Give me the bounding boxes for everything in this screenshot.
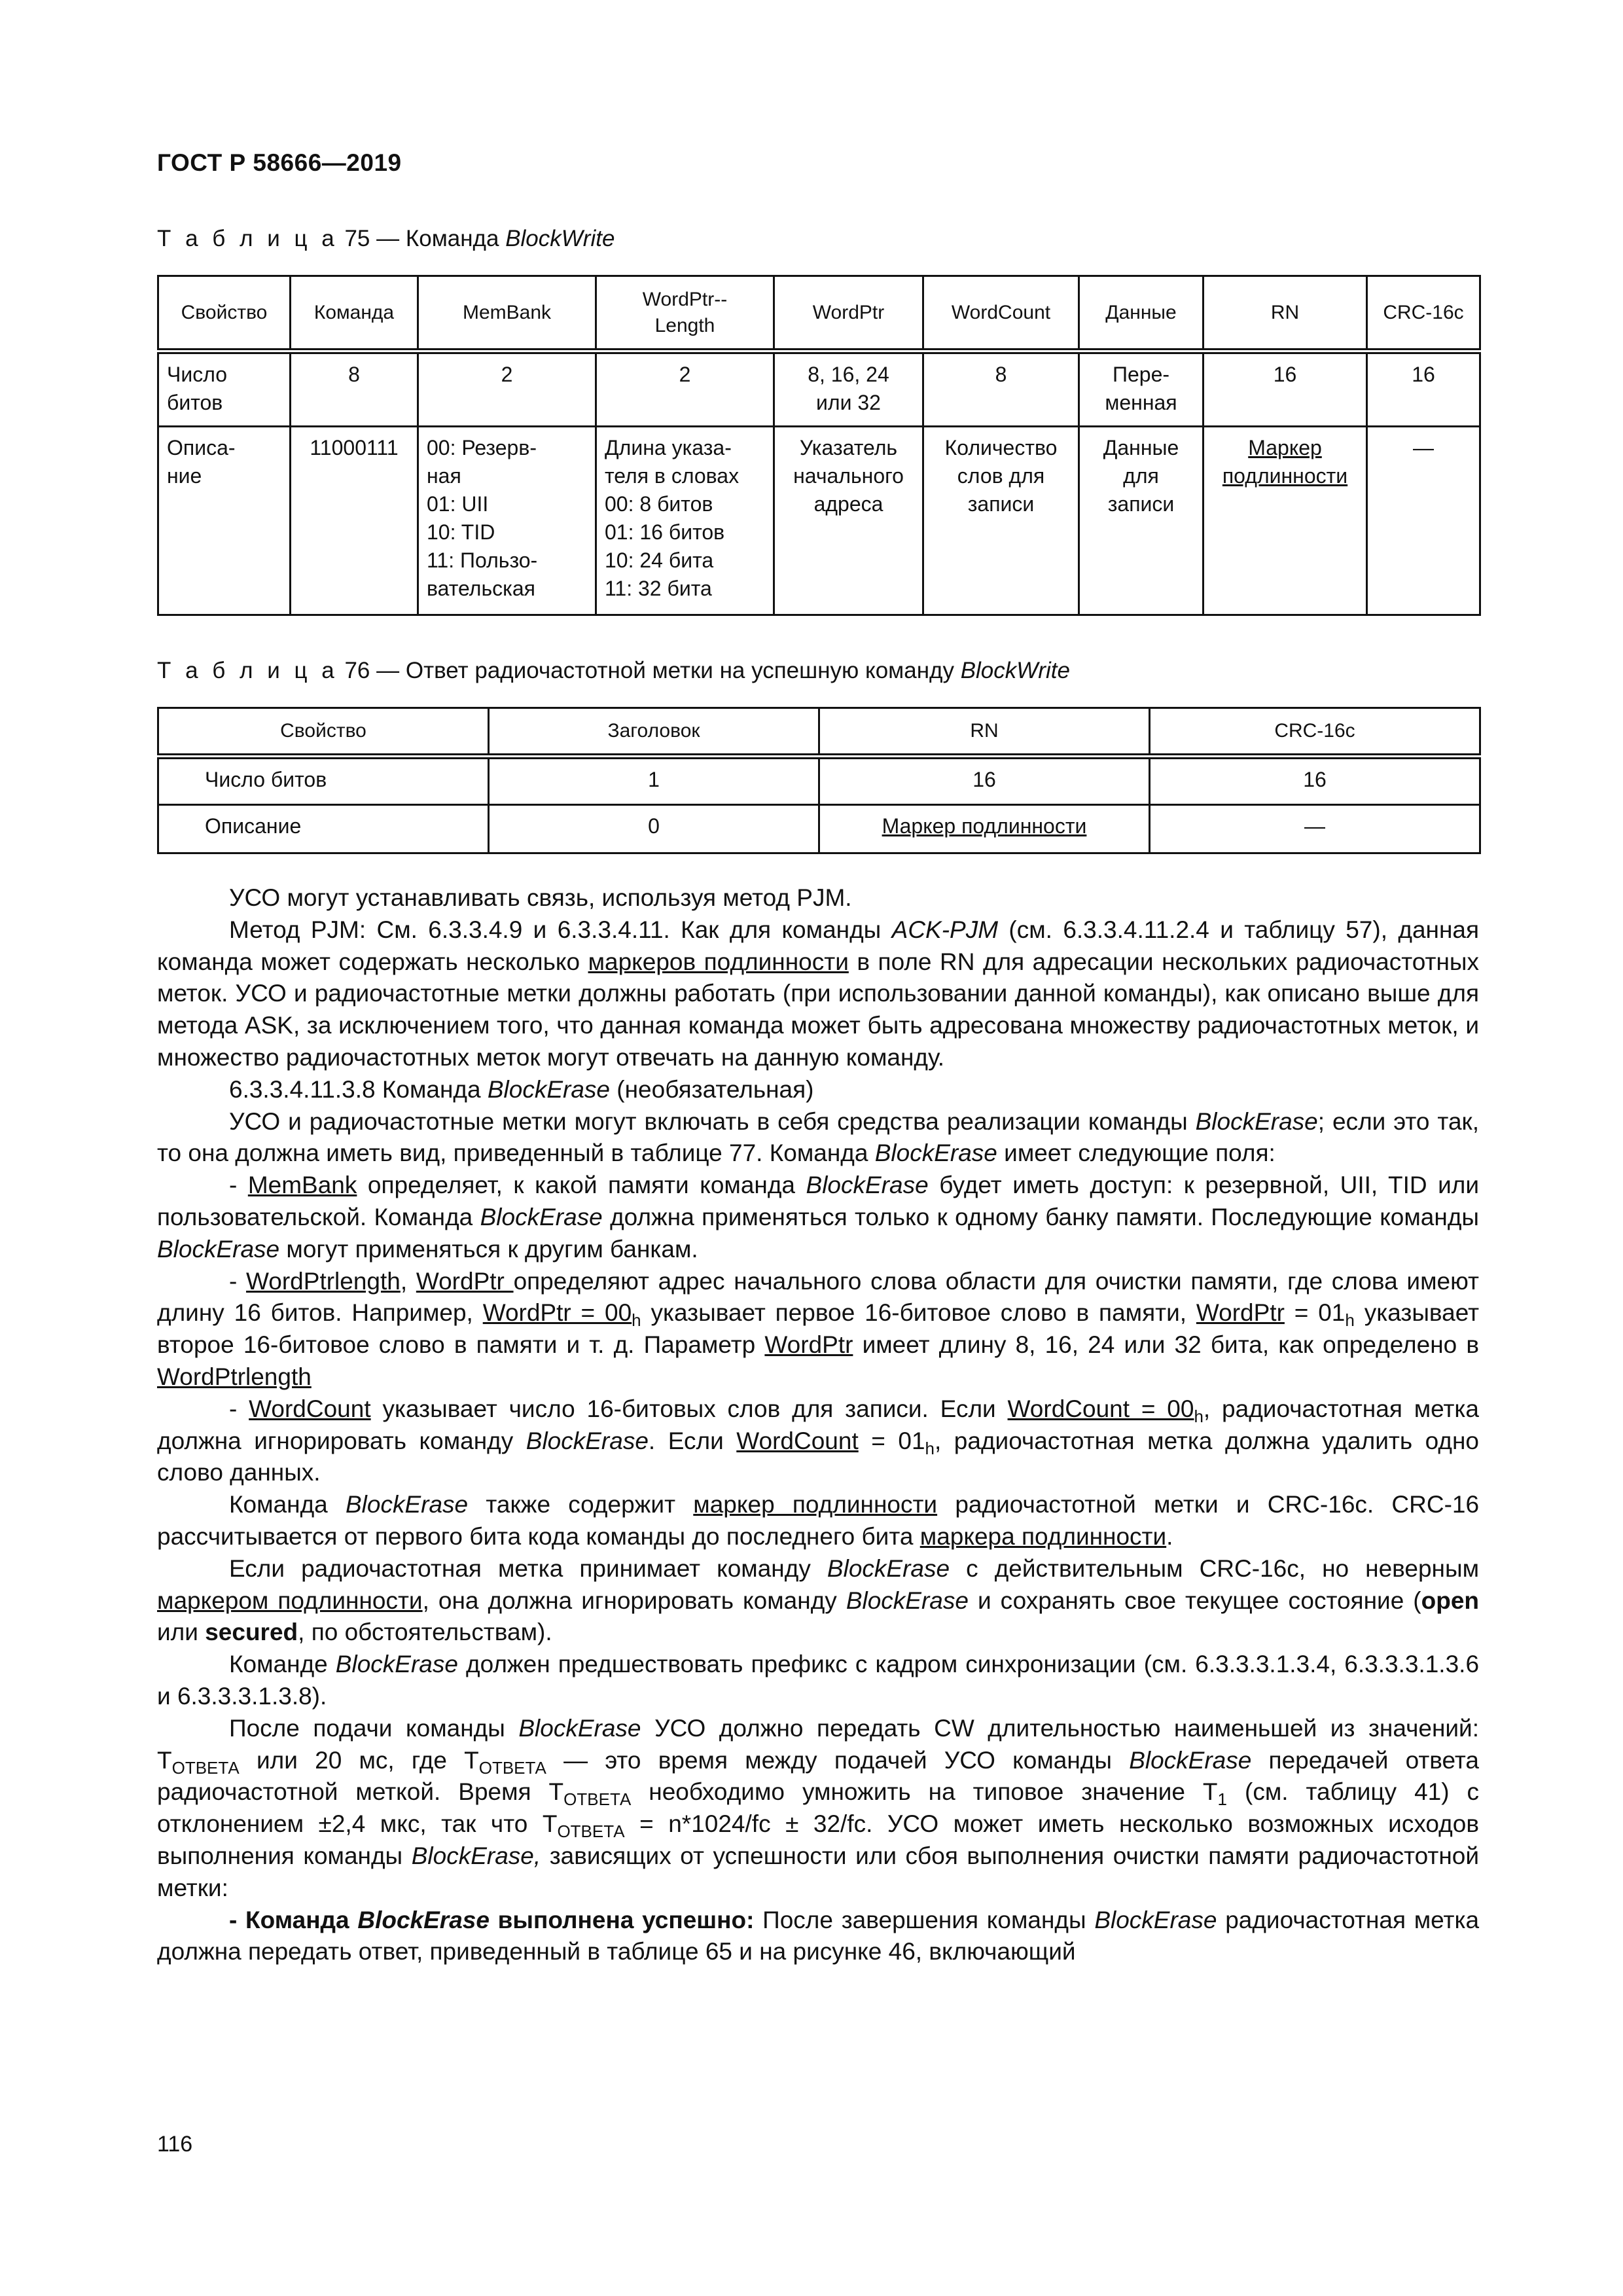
table75-caption-text: 75 — Команда [344, 226, 499, 251]
table76-header-cell: Свойство [158, 708, 489, 757]
command-name: BlockErase [846, 1587, 969, 1614]
command-name: BlockErase [526, 1427, 649, 1454]
list-item [157, 1905, 1479, 1969]
text-span: УСО и радиочастотные метки могут включать в себя средства реализации команды [229, 1107, 1188, 1135]
table75-header-cell: MemBank [418, 276, 596, 351]
table76-row [158, 757, 1480, 805]
table75-cell: Пере- менная [1079, 351, 1204, 427]
text-span: указывает второе 16-битовое слово в памяти и т. д. Параметр [157, 1299, 1480, 1359]
table75 [157, 275, 1481, 616]
command-name: BlockErase [874, 1139, 997, 1167]
table75-row [158, 351, 1480, 427]
term-link[interactable] [1007, 1395, 1204, 1426]
text-span: , [400, 1267, 416, 1295]
table75-cell: 8, 16, 24 или 32 [774, 351, 923, 427]
command-name: BlockErase [487, 1075, 611, 1103]
section-heading [157, 1074, 1479, 1106]
text-span: указывает первое 16-битовое слово в памяти, [651, 1299, 1187, 1327]
list-item [157, 1393, 1479, 1489]
table76-row [158, 805, 1480, 853]
command-name: BlockErase [480, 1203, 603, 1230]
table76-header-cell: RN [819, 708, 1150, 757]
table76-cell: 1 [489, 757, 819, 805]
table76-cell: — [1150, 805, 1480, 853]
text-span: и сохранять свое текущее состояние ( [977, 1587, 1421, 1614]
text-span: могут применяться к другим банкам. [286, 1235, 698, 1263]
subscript: h [632, 1310, 641, 1331]
text-span: (необязательная) [616, 1075, 814, 1103]
text-span: ; если это так, то она должна иметь вид, приведенный в таблице 77. Команда [157, 1107, 1479, 1167]
paragraph [157, 1489, 1479, 1553]
table75-cell: 8 [923, 351, 1079, 427]
subscript: ОТВЕТА [557, 1821, 625, 1842]
text-span: . [1166, 1522, 1173, 1550]
table76 [157, 707, 1481, 854]
page-number: 116 [157, 2132, 193, 2157]
table75-cell: 2 [596, 351, 774, 427]
text-span: Команде [229, 1651, 328, 1678]
table75-header-cell: WordCount [923, 276, 1079, 351]
paragraph [157, 1553, 1479, 1649]
table76-header-cell: Заголовок [489, 708, 819, 757]
table75-row [158, 427, 1480, 615]
text-span: - [229, 1395, 249, 1422]
paragraph [157, 914, 1479, 1074]
bold-text: - Команда [229, 1906, 349, 1933]
text-span: - [229, 1267, 247, 1295]
table75-header-row [158, 276, 1480, 351]
text-span: . Если [648, 1427, 724, 1454]
bold-text: выполнена успешно: [497, 1906, 755, 1933]
table76-cell: 0 [489, 805, 819, 853]
table75-caption-label: Т а б л и ц а [157, 226, 338, 251]
table75-cell: 2 [418, 351, 596, 427]
command-name: ACK-PJM [891, 916, 999, 943]
table75-caption [157, 226, 615, 252]
command-name: BlockErase [1195, 1107, 1318, 1135]
command-name: BlockErase [518, 1714, 641, 1742]
table76-caption-cmd: BlockWrite [960, 658, 1070, 683]
table75-header-cell: WordPtr-- Length [596, 276, 774, 351]
table75-cell: 16 [1204, 351, 1367, 427]
table75-cell: Данные для записи [1079, 427, 1204, 615]
text-span: WordPtr = 00 [482, 1299, 632, 1327]
command-name: BlockErase [1094, 1906, 1217, 1933]
term-link[interactable]: WordPtrlength [157, 1363, 312, 1390]
subscript: ОТВЕТА [563, 1789, 632, 1810]
text-span: определяет, к какой памяти команда [367, 1172, 796, 1199]
table75-header-cell: WordPtr [774, 276, 923, 351]
text-span: , радиочастотная метка должна игнорировать команду [157, 1395, 1480, 1454]
text-span: УСО должно передать CW длительностью наименьшей из значений: T [157, 1714, 1480, 1774]
table75-cell: Количество слов для записи [923, 427, 1079, 615]
text-span: , по обстоятельствам). [298, 1619, 552, 1646]
table75-header-cell: Команда [291, 276, 418, 351]
state-secured: secured [205, 1619, 298, 1646]
text-span: Если радиочастотная метка принимает команду [229, 1554, 811, 1582]
table75-cell: 16 [1367, 351, 1480, 427]
subscript: h [1345, 1310, 1355, 1331]
text-span: указывает число 16-битовых слов для записи. Если [382, 1395, 996, 1422]
command-name: BlockErase [827, 1554, 950, 1582]
subscript: h [1194, 1406, 1204, 1426]
table76-caption-text: 76 — Ответ радиочастотной метки на успешную команду [344, 658, 954, 683]
text-span: имеет длину 8, 16, 24 или 32 бита, как определено в [862, 1331, 1480, 1359]
table76-cell: 16 [1150, 757, 1480, 805]
text-span: - [229, 1172, 248, 1199]
command-name: BlockErase [1129, 1746, 1252, 1774]
text-span: или 20 мс, где T [256, 1746, 479, 1774]
table76-cell: Описание [158, 805, 489, 853]
text-span: = n*1024/fc ± 32/fc. УСО может иметь несколько возможных исходов выполнения команды [157, 1810, 1479, 1869]
table75-cell: 8 [291, 351, 418, 427]
term-link[interactable]: маркера подлинности [919, 1522, 1167, 1550]
command-name: BlockErase [357, 1906, 490, 1933]
table75-cell: Описа- ние [158, 427, 291, 615]
term-link[interactable]: WordPtrlength [246, 1267, 401, 1295]
list-item [157, 1170, 1479, 1265]
subscript: 1 [1217, 1789, 1228, 1810]
text-span: будет иметь доступ: к резервной, UII, TID или пользовательской. Команда [157, 1172, 1480, 1230]
command-name: BlockErase [335, 1651, 458, 1678]
table75-cell: Указатель начального адреса [774, 427, 923, 615]
term-link[interactable]: WordPtr [1196, 1299, 1285, 1327]
term-link[interactable]: WordPtr [416, 1267, 514, 1295]
text-span: = 01 [871, 1427, 925, 1454]
table76-header-row [158, 708, 1480, 757]
text-span: WordCount = 00 [1007, 1395, 1194, 1422]
state-open: open [1421, 1587, 1480, 1614]
text-span: = 01 [1294, 1299, 1346, 1327]
text-span: имеет следующие поля: [1004, 1139, 1275, 1167]
term-link[interactable]: маркер подлинности [693, 1491, 938, 1518]
text-span: с действительным CRC-16c, но неверным [966, 1554, 1480, 1582]
table76-caption-label: Т а б л и ц а [157, 658, 338, 683]
table75-cell: 00: Резерв- ная 01: UII 10: TID 11: Пользо- вательская [418, 427, 596, 615]
text-span: должна применяться только к одному банку памяти. Последующие команды [610, 1203, 1480, 1230]
text-span: в поле RN для адресации нескольких радиочастотных меток. УСО и радиочастотные метки должны работать (при использовании данной команды), как описано выше для метода ASK, за исключением того, что данная команда может быть адресована множеству радиочастотных меток, и множество радиочастотных меток могут отвечать на данную команду. [157, 948, 1480, 1071]
table75-cell: Маркер подлинности [1204, 427, 1367, 615]
text-span: определяют адрес начального слова области для очистки памяти, где слова имеют длину 16 битов. Например, [157, 1267, 1479, 1327]
table76-cell: Число битов [158, 757, 489, 805]
section-number: 6.3.3.4.11.3.8 Команда [229, 1075, 481, 1103]
table75-header-cell: CRC-16c [1367, 276, 1480, 351]
table76-caption [157, 658, 1070, 684]
text-span: — это время между подачей УСО команды [563, 1746, 1112, 1774]
command-name: BlockErase [346, 1491, 469, 1518]
term-link[interactable]: WordPtr [764, 1331, 853, 1359]
command-name: BlockErase [157, 1235, 280, 1263]
paragraph [157, 1713, 1479, 1905]
text-span: Метод PJM: См. 6.3.3.4.9 и 6.3.3.4.11. Как для команды [229, 916, 882, 943]
table75-cell: — [1367, 427, 1480, 615]
body-text [157, 882, 1479, 1968]
text-span: должен предшествовать префикс с кадром синхронизации (см. 6.3.3.3.1.3.4, 6.3.3.3.1.3.6 и 6.3.3.3.1.3.8). [157, 1651, 1480, 1710]
term-link[interactable]: маркеров подлинности [588, 948, 849, 975]
paragraph [157, 1649, 1479, 1713]
table75-header-cell: Свойство [158, 276, 291, 351]
text-span: передачей ответа радиочастотной меткой. Время T [157, 1746, 1480, 1806]
text-span: или [157, 1619, 198, 1646]
term-link[interactable]: WordCount [249, 1395, 371, 1422]
term-link[interactable]: маркером подлинности [157, 1587, 423, 1614]
text-span: , радиочастотная метка должна удалить одно слово данных. [157, 1427, 1479, 1486]
document-header: ГОСТ Р 58666—2019 [157, 149, 402, 176]
command-name: BlockErase, [411, 1842, 541, 1869]
text-span: радиочастотная метка должна передать ответ, приведенный в таблице 65 и на рисунке 46, включающий [157, 1906, 1480, 1965]
term-link[interactable]: MemBank [247, 1172, 357, 1199]
table75-cell: Длина указа- теля в словах 00: 8 битов 01: 16 битов 10: 24 бита 11: 32 бита [596, 427, 774, 615]
list-item [157, 1266, 1479, 1393]
text-span: После подачи команды [229, 1714, 505, 1742]
paragraph: УСО могут устанавливать связь, используя метод PJM. [229, 884, 852, 911]
text-span: (см. 6.3.3.4.11.2.4 и таблицу 57), данная команда может содержать несколько [157, 916, 1480, 975]
text-span: необходимо умножить на типовое значение T [649, 1778, 1218, 1806]
table75-cell: Число битов [158, 351, 291, 427]
subscript: h [925, 1438, 935, 1458]
text-span: , она должна игнорировать команду [422, 1587, 837, 1614]
table75-caption-cmd: BlockWrite [505, 226, 615, 251]
text-span: (см. таблицу 41) с отклонением ±2,4 мкс, так что T [157, 1778, 1480, 1838]
text-span: радиочастотной метки и CRC-16c. CRC-16 рассчитывается от первого бита кода команды до последнего бита [157, 1491, 1480, 1550]
text-span: Команда [229, 1491, 328, 1518]
subscript: ОТВЕТА [478, 1757, 546, 1778]
paragraph [157, 1106, 1479, 1170]
term-link[interactable] [482, 1299, 641, 1331]
table76-header-cell: CRC-16c [1150, 708, 1480, 757]
subscript: ОТВЕТА [171, 1757, 240, 1778]
table75-header-cell: Данные [1079, 276, 1204, 351]
term-link[interactable]: WordCount [736, 1427, 859, 1454]
command-name: BlockErase [806, 1172, 929, 1199]
text-span: зависящих от успешности или сбоя выполнения очистки памяти радиочастотной метки: [157, 1842, 1480, 1901]
table76-cell: 16 [819, 757, 1150, 805]
table75-cell: 11000111 [291, 427, 418, 615]
table76-cell: Маркер подлинности [819, 805, 1150, 853]
text-span: После завершения команды [762, 1906, 1086, 1933]
table75-header-cell: RN [1204, 276, 1367, 351]
text-span: также содержит [486, 1491, 676, 1518]
